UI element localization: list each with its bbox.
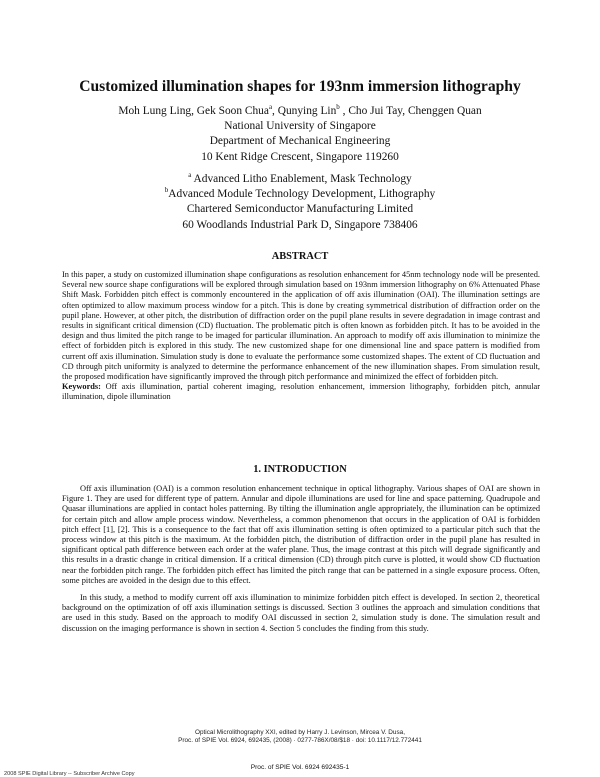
section-heading-introduction: 1. INTRODUCTION bbox=[253, 464, 347, 475]
author-names-3: , Cho Jui Tay, Chenggen Quan bbox=[339, 105, 482, 117]
abstract-body bbox=[62, 270, 540, 403]
affiliation-a-sup: a bbox=[188, 171, 192, 180]
page-number-line: Proc. of SPIE Vol. 6924 692435-1 bbox=[250, 764, 350, 771]
keywords-line bbox=[62, 382, 540, 402]
footer-line: Proc. of SPIE Vol. 6924, 692435, (2008) · 0277-786X/08/$18 · doi: 10.1117/12.772441 bbox=[178, 737, 422, 745]
affiliation-line: Department of Mechanical Engineering bbox=[209, 135, 391, 148]
author-names-1: Moh Lung Ling, Gek Soon Chua bbox=[118, 105, 269, 117]
affiliation-b-text: Advanced Module Technology Development, Lithography bbox=[168, 188, 436, 201]
affiliation-b bbox=[0, 187, 600, 202]
keywords-text: Off axis illumination, partial coherent imaging, resolution enhancement, immersion lithography, forbidden pitch, annular illumination, dipole illumination bbox=[62, 382, 540, 402]
affiliation-a bbox=[0, 172, 600, 187]
author-list bbox=[0, 104, 600, 119]
abstract-text: In this paper, a study on customized illumination shape configurations as resolution enhancement for 45nm technology node will be presented. Several new source shape configurations will be explored through simulation based on 193nm immersion lithography on 6% Attenuated Phase Shift Mask. Forbidden pitch effect is commonly encountered in the application of off axis illumination (OAI). The illumination settings are often optimized to allow maximum process window for a pitch. This is done by creating symmetrical distribution of diffraction order on the pupil plane. However, at other pitch, the distribution of diffraction order on the pupil plane results in severe degradation in image contrast and results in significant critical dimension (CD) fluctuation. The problematic pitch is often known as forbidden pitch. It has to be avoided in the design and thus limited the pitch range to be imaged for particular illumination. An approach to modify off axis illumination to minimize the effect of forbidden pitch is explored in this study. The new customized shape for one dimensional line and space pattern is modified from current off axis illumination. Simulation study is done to evaluate the performance some customized shapes. The extent of CD fluctuation and CD through pitch uniformity is analyzed to determine the performance enhancement of the new illumination shapes. From simulation result, the proposed modification have significantly improved the through pitch performance and minimized the effect of forbidden pitch. bbox=[62, 270, 540, 382]
intro-paragraph-2: In this study, a method to modify current off axis illumination to minimize forbidden pitch effect is developed. In section 2, theoretical background on the optimization of off axis illumination settings is discussed. Section 3 outlines the approach and simulation conditions that are used in this study. Based on the approach to modify OAI discussed in section 2, simulation study is done. The simulation result and discussion on the imaging performance is shown in section 4. Section 5 concludes the finding from this study. bbox=[62, 593, 540, 633]
affiliation-line: Chartered Semiconductor Manufacturing Limited bbox=[186, 203, 414, 216]
author-names-2: , Qunying Lin bbox=[272, 105, 337, 117]
affiliation-line: 10 Kent Ridge Crescent, Singapore 119260 bbox=[201, 150, 399, 163]
affiliation-line: National University of Singapore bbox=[224, 120, 376, 133]
affiliation-block-2 bbox=[0, 172, 600, 233]
archive-copy-notice: 2008 SPIE Digital Library -- Subscriber Archive Copy bbox=[4, 771, 135, 777]
publication-footer bbox=[0, 729, 600, 745]
author-block bbox=[0, 104, 600, 165]
footer-line: Optical Microlithography XXI, edited by Harry J. Levinson, Mircea V. Dusa, bbox=[194, 729, 406, 736]
author-sup-b: b bbox=[336, 103, 340, 112]
author-sup-a: a bbox=[268, 103, 273, 112]
paper-title: Customized illumination shapes for 193nm immersion lithography bbox=[79, 78, 521, 95]
keywords-label: Keywords: bbox=[62, 382, 101, 392]
affiliation-a-text: Advanced Litho Enablement, Mask Technology bbox=[191, 173, 412, 185]
affiliation-b-sup: b bbox=[164, 186, 169, 195]
affiliation-line: 60 Woodlands Industrial Park D, Singapore 738406 bbox=[182, 218, 418, 231]
introduction-body bbox=[62, 484, 540, 634]
abstract-heading: ABSTRACT bbox=[271, 251, 329, 262]
intro-paragraph-1: Off axis illumination (OAI) is a common resolution enhancement technique in optical lithography. Various shapes of OAI are shown in Figure 1. They are used for different type of pattern. Annular and dipole illuminations are used for line and space patterning. Quadrupole and Quasar illuminations are applied in contact holes patterning. By tilting the illumination angle appropriately, the illumination can be optimized for certain pitch and allow ample process window. Nevertheless, a common phenomenon that occurs in the application of OAI is forbidden pitch effect [1], [2]. This is a consequence to the fact that off axis illumination setting is often optimized to a particular pitch such that the process window at this pitch is the maximum. At the forbidden pitch, the distribution of diffraction order in the pupil plane has resulted in significant optical path difference between each order at the wafer plane. Thus, the image contrast at this pitch will degrade significantly and this results in a drastic change in critical dimension. If a critical dimension (CD) through pitch curve is plotted, it would show CD fluctuation near the forbidden pitch range. The forbidden pitch effect has limited the pitch range that can be patterned in a single exposure process. Often, some pitches are avoided in the design due to this effect. bbox=[62, 484, 540, 585]
